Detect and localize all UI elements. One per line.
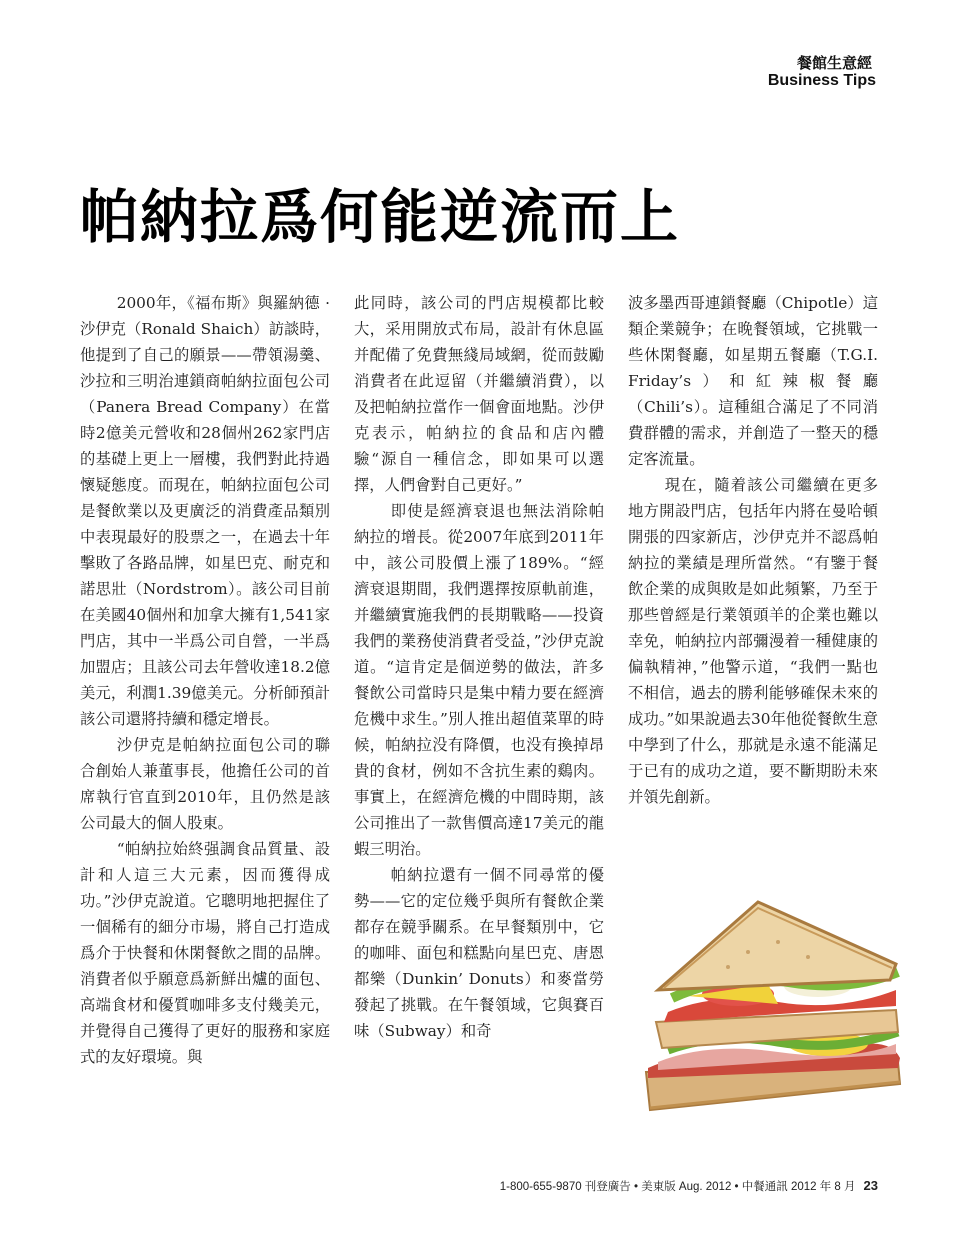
article-column-1 — [80, 290, 330, 1070]
paragraph-4: 即使是經濟衰退也無法消除帕納拉的增長。從2007年底到2011年中，該公司股價上漲了189%。“經濟衰退期間，我們選擇按原軌前進，并繼續實施我們的長期戰略——投資我們的業務使消費者受益，”沙伊克說道。“這肯定是個逆勢的做法，許多餐飲公司當時只是集中精力要在經濟危機中求生。”別人推出超值菜單的時候，帕納拉没有降價，也没有換掉昂貴的食材，例如不含抗生素的鷄肉。事實上，在經濟危機的中間時期，該公司推出了一款售價高達17美元的龍蝦三明治。 — [354, 502, 604, 858]
article-title: 帕納拉爲何能逆流而上 — [80, 183, 681, 251]
paragraph-6: 現在，隨着該公司繼續在更多地方開設門店，包括年内將在曼哈頓開張的四家新店，沙伊克并不認爲帕納拉的業績是理所當然。“有鑒于餐飲企業的成與敗是如此頻繁，乃至于那些曾經是行業領頭羊的企業也難以幸免，帕納拉内部彌漫着一種健康的偏執精神，”他警示道，“我們一點也不相信，過去的勝利能够確保未來的成功。”如果說過去30年他從餐飲生意中學到了什么，那就是永遠不能滿足于已有的成功之道，要不斷期盼未來并領先創新。 — [628, 476, 878, 806]
article-column-2 — [354, 290, 604, 1044]
paragraph-5-continued: 波多墨西哥連鎖餐廳（Chipotle）這類企業競争；在晚餐領域，它挑戰一些休閑餐廳，如星期五餐廳（T.G.I. Friday’s）和紅辣椒餐廳（Chili’s）。這種組合滿足了不同消費群體的需求，并創造了一整天的穩定客流量。 — [628, 294, 878, 468]
paragraph-5: 帕納拉還有一個不同尋常的優勢——它的定位幾乎與所有餐飲企業都存在競爭關系。在早餐類別中，它的咖啡、面包和糕點向星巴克、唐恩都樂（Dunkin’ Donuts）和麥當勞發起了挑戰。在午餐領域，它與賽百味（Subway）和奇 — [354, 866, 604, 1040]
paragraph-3: “帕納拉始終强調食品質量、設計和人這三大元素，因而獲得成功。”沙伊克說道。它聰明地把握住了一個稀有的細分市場，將自己打造成爲介于快餐和休閑餐飲之間的品牌。消費者似乎願意爲新鮮出爐的面包、高端食材和優質咖啡多支付幾美元，并覺得自己獲得了更好的服務和家庭式的友好環境。與 — [80, 840, 330, 1066]
paragraph-3-continued: 此同時，該公司的門店規模都比較大，采用開放式布局，設計有休息區并配備了免費無綫局域網，從而鼓勵消費者在此逗留（并繼續消費），以及把帕納拉當作一個會面地點。沙伊克表示，帕納拉的食品和店內體驗“源自一種信念，即如果可以選擇，人們會對自己更好。” — [354, 294, 604, 494]
page-footer — [500, 1178, 878, 1194]
page-number: 23 — [863, 1178, 878, 1193]
paragraph-1: 2000年，《福布斯》與羅納德 · 沙伊克（Ronald Shaich）訪談時，他提到了自己的願景——帶領湯羹、沙拉和三明治連鎖商帕納拉面包公司（Panera Bread Company）在當時2億美元營收和28個州262家門店的基礎上更上一層樓，我們對此持過懷疑態度。而現在，帕納拉面包公司是餐飲業以及更廣泛的消費產品類別中表現最好的股票之一，在過去十年擊敗了各路品牌，如星巴克、耐克和諾思壯（Nordstrom）。該公司目前在美國40個州和加拿大擁有1,541家門店，其中一半爲公司自營，一半爲加盟店；且該公司去年營收達18.2億美元，利潤1.39億美元。分析師預計該公司還將持續和穩定增長。 — [80, 294, 330, 728]
footer-text: 1-800-655-9870 刊登廣告 • 美東版 Aug. 2012 • 中餐通訊 2012 年 8 月 — [499, 1181, 856, 1193]
sandwich-icon — [628, 872, 918, 1122]
article-column-3 — [628, 290, 878, 810]
paragraph-2: 沙伊克是帕納拉面包公司的聯合創始人兼董事長，他擔任公司的首席執行官直到2010年，且仍然是該公司最大的個人股東。 — [80, 736, 330, 832]
section-title-chinese: 餐館生意經 — [796, 54, 872, 72]
section-title-english: Business Tips — [767, 72, 876, 89]
